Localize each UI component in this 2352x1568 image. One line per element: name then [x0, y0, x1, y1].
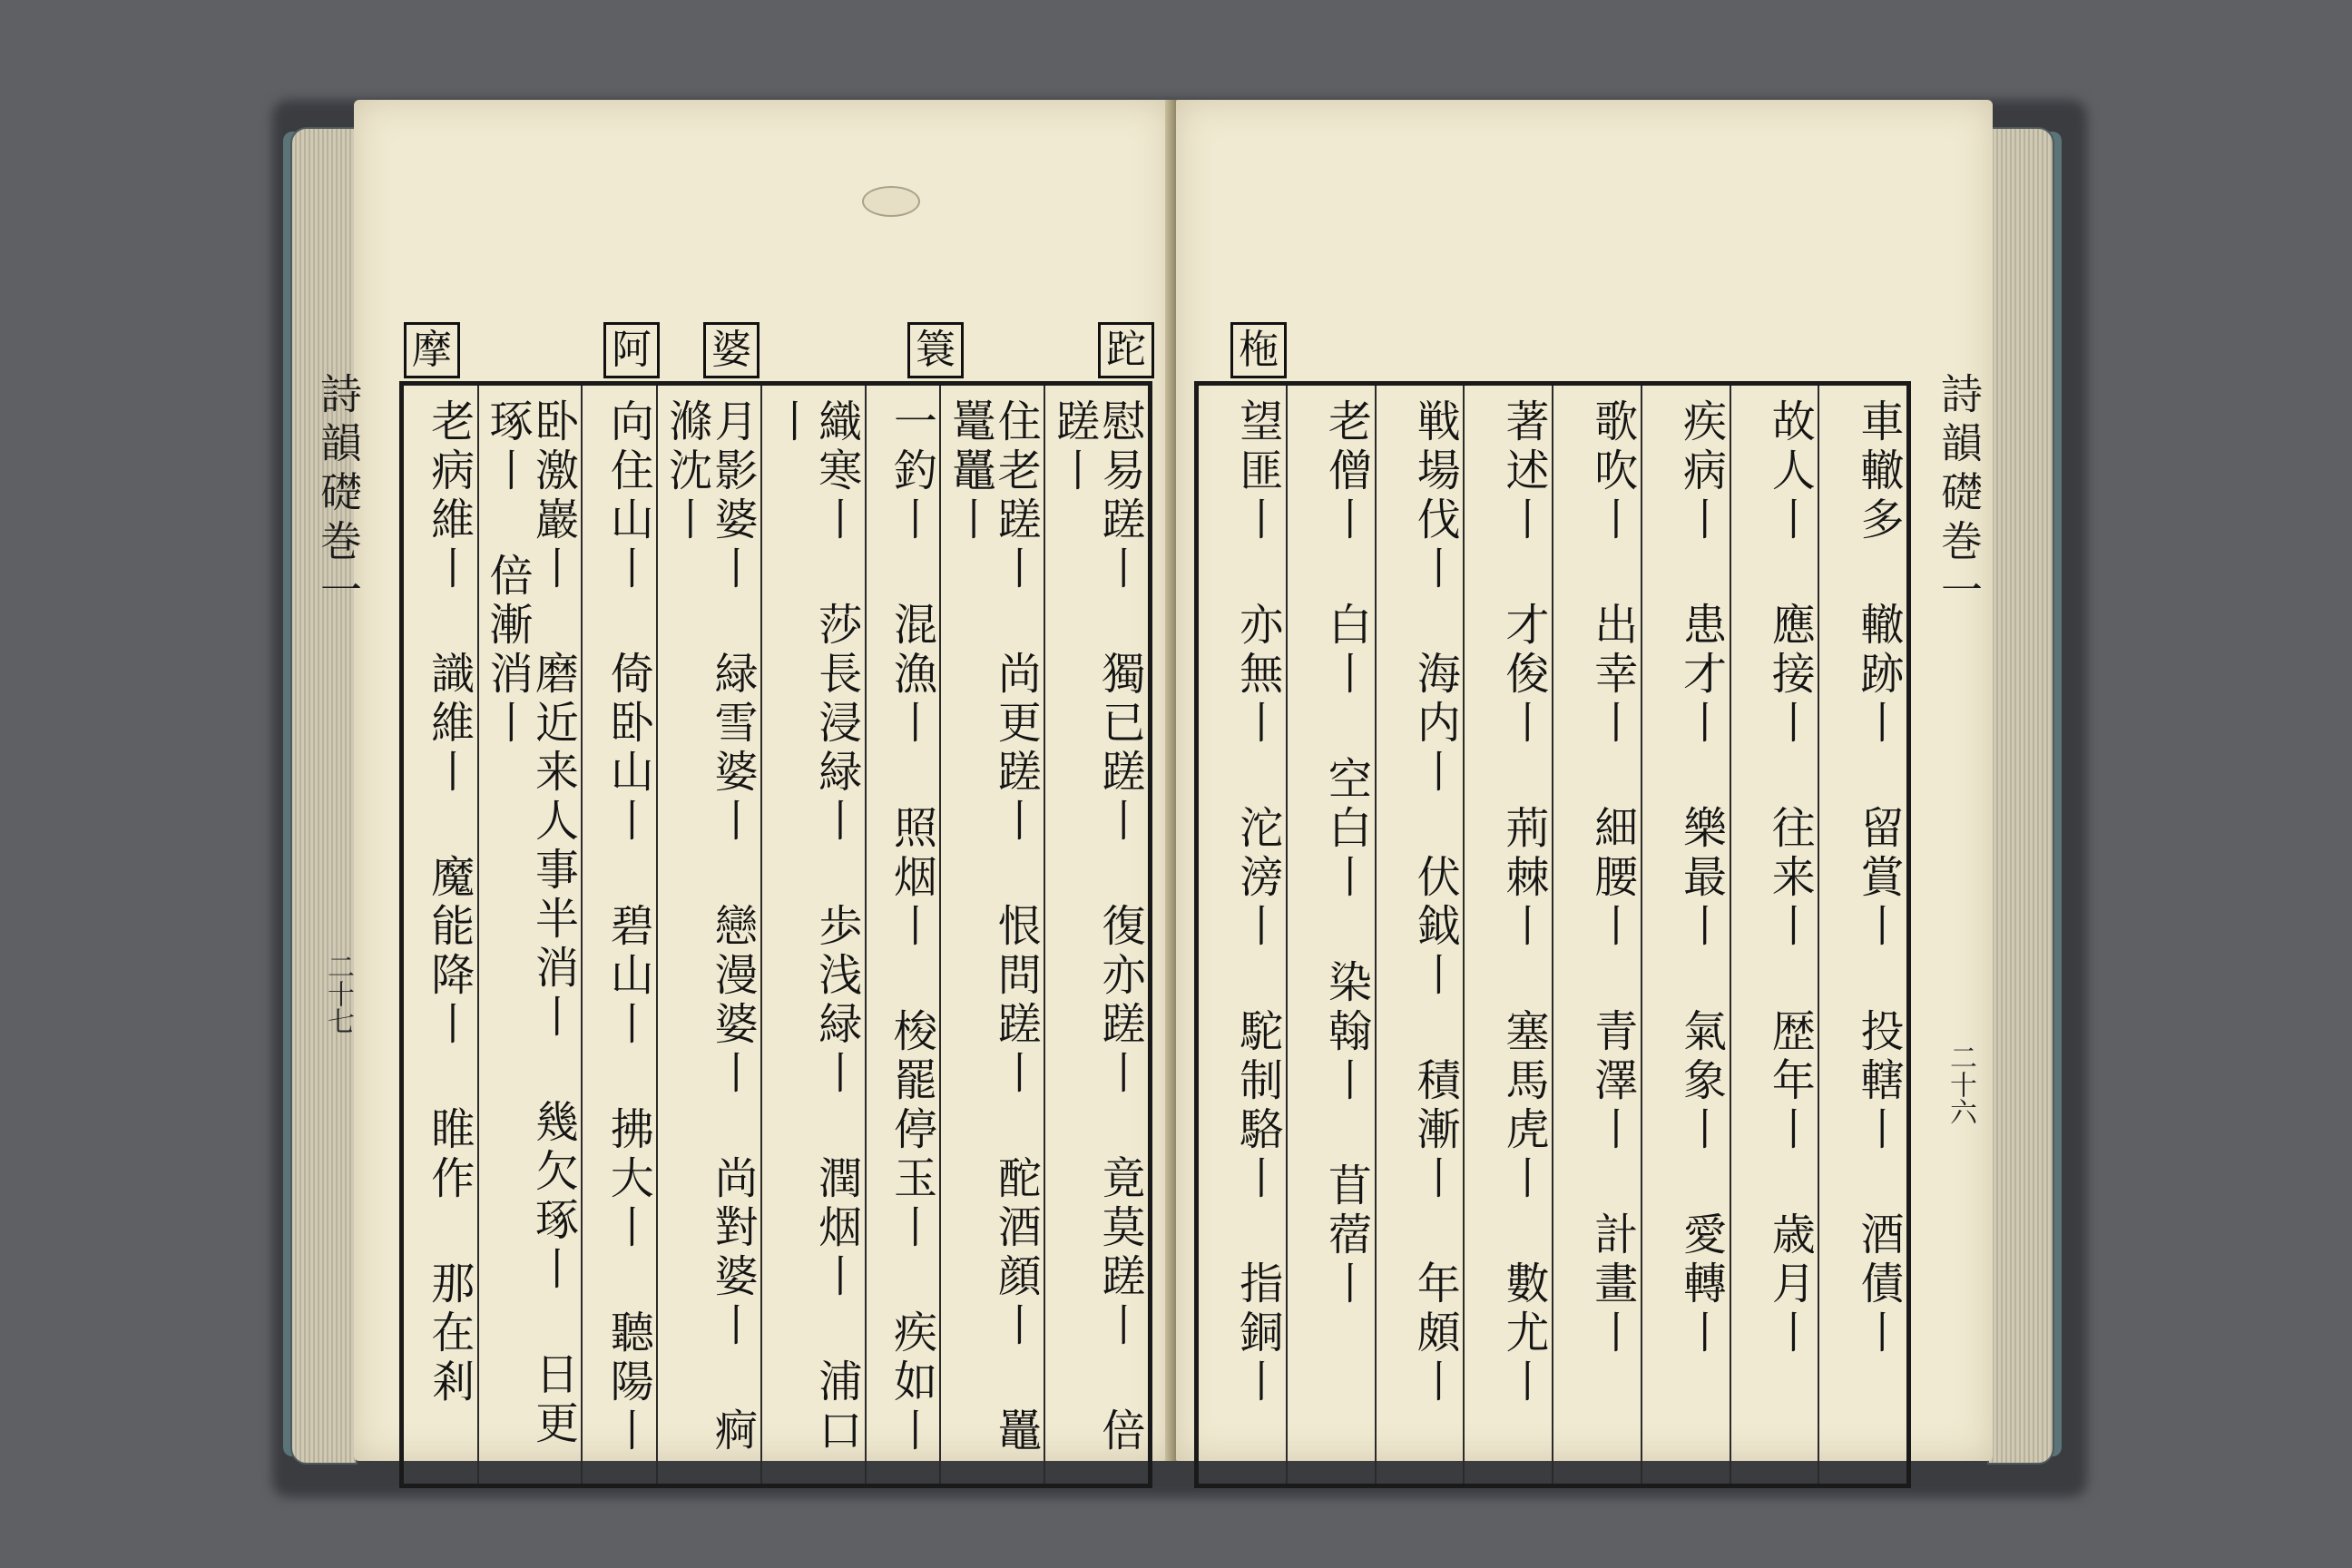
text-column: 車轍多 轍跡丨 留賞丨 投轄丨 酒債丨 — [1853, 398, 1904, 1358]
header-char: 婆 — [703, 322, 760, 378]
text-column: 著述丨 才俊丨 荊棘丨 塞馬虎丨 數尤丨 — [1465, 386, 1553, 1484]
text-column: 戦場伐丨 海内丨 伏鉞丨 積漸丨 年頗丨 — [1377, 386, 1465, 1484]
text-column: 織寒丨 莎長浸緑丨 歩浅緑丨 潤烟丨 浦口丨 — [762, 386, 867, 1484]
text-column: 慰易蹉丨 獨已蹉丨 復亦蹉丨 竟莫蹉丨 倍蹉丨 — [1048, 398, 1146, 1456]
text-column: 卧激巖丨 磨近来人事半消丨 幾欠琢丨 日更琢丨 倍漸消丨 — [479, 386, 583, 1484]
left-folio: 二十七 — [322, 953, 354, 1034]
header-char: 阿 — [603, 322, 660, 378]
text-column: 故人丨 應接丨 往来丨 歴年丨 歳月丨 — [1731, 386, 1820, 1484]
text-column: 疾病丨 患才丨 樂最丨 氣象丨 愛轉丨 — [1642, 386, 1731, 1484]
text-column: 向住山丨 倚卧山丨 碧山丨 拂大丨 聽陽丨 — [583, 386, 658, 1484]
left-page — [314, 100, 1171, 1461]
text-column: 歌吹丨 出幸丨 細腰丨 青澤丨 計畫丨 — [1553, 386, 1642, 1484]
right-header-row — [1176, 322, 1993, 377]
right-margin-title: 詩韻礎巻一 — [1935, 372, 1984, 617]
text-column: 老僧丨 白丨 空白丨 染翰丨 苜蓿丨 — [1288, 386, 1377, 1484]
text-column: 老病維丨 識維丨 魔能降丨 睢作 那在剎 — [404, 386, 479, 1484]
left-margin-title: 詩韻礎巻一 — [314, 372, 363, 617]
header-char: 跎 — [1098, 322, 1154, 378]
text-column: 一釣丨 混漁丨 照烟丨 梭罷停玉丨 疾如丨 — [867, 386, 942, 1484]
left-text-frame — [399, 381, 1152, 1488]
right-folio: 二十六 — [1945, 1044, 1976, 1125]
header-char: 摩 — [404, 322, 460, 378]
header-char: 簑 — [907, 322, 964, 378]
text-column: 住老蹉丨 尚更蹉丨 恨問蹉丨 酡酒顔丨 鼉鼍鼉丨 — [941, 386, 1045, 1484]
header-char: 柂 — [1230, 322, 1287, 378]
left-fore-edge — [290, 127, 358, 1465]
text-column: 望匪丨 亦無丨 沱滂丨 駝制駱丨 指銅丨 — [1199, 386, 1288, 1484]
text-column: 月影婆丨 緑雪婆丨 戀漫婆丨 尚對婆丨 痾滌沈丨 — [658, 386, 762, 1484]
left-header-row — [354, 322, 1171, 377]
right-text-frame — [1194, 381, 1911, 1488]
right-fore-edge — [1987, 127, 2054, 1465]
right-page — [1176, 100, 1993, 1461]
fold-mark — [862, 186, 920, 217]
